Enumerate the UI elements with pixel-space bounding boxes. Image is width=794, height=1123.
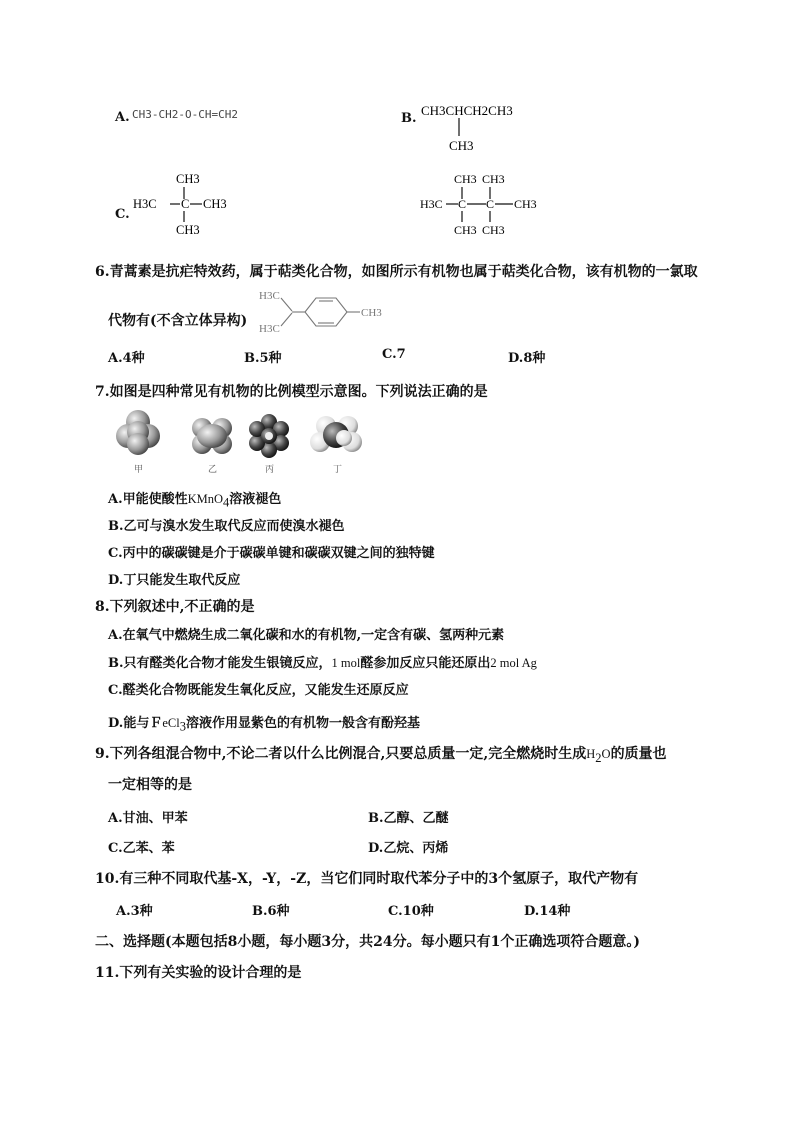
model-label-jia: 甲	[134, 464, 144, 474]
model-ding-ethanol	[310, 416, 362, 452]
q10-option-c: C.10种	[388, 904, 434, 919]
q6-bond-lower	[281, 313, 292, 326]
q5-option-d-structure	[418, 168, 548, 238]
q8-option-d	[108, 712, 420, 735]
q5-d-top-ch3-2: CH3	[482, 172, 505, 186]
q7-option-c: C.丙中的碳碳键是介于碳碳单键和碳碳双键之间的独特键	[108, 546, 435, 561]
q9-stem-h: H	[586, 747, 596, 761]
q6-option-b: B.5种	[244, 351, 282, 366]
q5-option-b-structure	[418, 98, 538, 156]
q5-d-c2: C	[486, 197, 495, 211]
q7-option-a-sub: 4	[223, 495, 230, 510]
q6-option-a: A.4种	[108, 351, 145, 366]
q5-option-c-label: C.	[115, 207, 130, 222]
q5-c-right-ch3: CH3	[203, 197, 227, 211]
q8-option-d-post: 溶液作用显紫色的有机物一般含有酚羟基	[185, 716, 420, 731]
model-label-bing: 丙	[265, 464, 275, 474]
q6-h3c-bottom: H3C	[259, 323, 280, 335]
q9-option-c: C.乙苯、苯	[108, 841, 175, 856]
q7-stem: 7.如图是四种常见有机物的比例模型示意图。下列说法正确的是	[95, 384, 488, 400]
q5-c-left-h3c: H3C	[133, 197, 157, 211]
model-label-yi: 乙	[208, 464, 218, 474]
q9-option-d: D.乙烷、丙烯	[368, 841, 449, 856]
q6-bond-upper	[281, 298, 292, 311]
q7-option-a-pre: A.甲能使酸性	[108, 492, 188, 507]
q6-molecule-diagram	[256, 286, 396, 338]
q6-ch3-right: CH3	[361, 307, 382, 319]
q10-option-d: D.14种	[524, 904, 571, 919]
q5-option-b-main-formula: CH3CHCH2CH3	[421, 103, 513, 118]
model-bing-benzene	[249, 414, 289, 458]
model-yi-ethylene	[192, 418, 232, 454]
q7-space-filling-models	[114, 402, 364, 476]
q5-d-left-h3c: H3C	[420, 197, 443, 211]
q9-stem-line2: 一定相等的是	[108, 777, 192, 793]
q10-option-b: B.6种	[252, 904, 290, 919]
q6-option-c: C.7	[382, 347, 406, 362]
q10-stem: 10.有三种不同取代基-X，-Y，-Z，当它们同时取代苯分子中的3个氢原子，取代产物有	[95, 871, 639, 887]
q5-c-center-c: C	[181, 197, 190, 211]
q6-stem-line2: 代物有(不含立体异构)	[108, 313, 248, 329]
q11-stem: 11.下列有关实验的设计合理的是	[95, 965, 302, 981]
section-2-heading: 二、选择题(本题包括8小题，每小题3分，共24分。每小题只有1个正确选项符合题意。)	[95, 934, 640, 950]
q8-option-b-mid: 醛参加反应只能还原出	[360, 656, 491, 671]
q7-option-d: D.丁只能发生取代反应	[108, 573, 241, 588]
q6-h3c-top: H3C	[259, 290, 280, 302]
q8-option-b	[108, 652, 537, 671]
q5-c-bottom-ch3: CH3	[176, 223, 200, 237]
q8-stem: 8.下列叙述中,不正确的是	[95, 599, 255, 615]
q7-option-b: B.乙可与溴水发生取代反应而使溴水褪色	[108, 519, 345, 534]
q8-option-c: C.醛类化合物既能发生氧化反应，又能发生还原反应	[108, 683, 409, 698]
q9-stem-post: 的质量也	[610, 746, 667, 762]
q9-option-b: B.乙醇、乙醚	[368, 811, 449, 826]
q5-option-c-structure	[130, 168, 240, 238]
q10-option-a: A.3种	[116, 904, 153, 919]
q5-option-a-formula: CH3-CH2-O-CH=CH2	[132, 108, 238, 121]
q7-option-a-kmno4: KMnO	[187, 492, 224, 506]
q5-option-a-label: A.	[115, 110, 130, 125]
q5-c-top-ch3: CH3	[176, 172, 200, 186]
q8-option-d-fecl: eCl	[162, 716, 180, 730]
q5-option-b-branch: CH3	[449, 138, 474, 153]
q5-d-top-ch3-1: CH3	[454, 172, 477, 186]
q9-option-a: A.甘油、甲苯	[108, 811, 188, 826]
q7-option-a-post: 溶液褪色	[229, 492, 282, 507]
q6-benzene-ring	[305, 298, 347, 326]
q5-d-bottom-ch3-2: CH3	[482, 223, 505, 237]
q9-stem-sub: 2	[595, 750, 602, 765]
q5-d-c1: C	[458, 197, 467, 211]
q8-option-b-mol: 1 mol	[331, 656, 361, 670]
q8-option-b-pre: B.只有醛类化合物才能发生银镜反应，	[108, 656, 332, 671]
q5-option-b-label: B.	[401, 111, 417, 126]
model-jia-methane	[116, 410, 160, 455]
q9-stem-o: O	[601, 747, 611, 761]
q5-d-bottom-ch3-1: CH3	[454, 223, 477, 237]
q8-option-b-ag: 2 mol Ag	[490, 656, 537, 670]
q6-stem-line1: 6.青蒿素是抗疟特效药，属于萜类化合物，如图所示有机物也属于萜类化合物，该有机物的一氯取	[95, 264, 698, 280]
q5-d-right-ch3: CH3	[514, 197, 537, 211]
q9-stem-pre: 9.下列各组混合物中,不论二者以什么比例混合,只要总质量一定,完全燃烧时生成	[95, 746, 587, 762]
q7-option-a	[108, 488, 281, 511]
q9-stem-line1	[95, 743, 667, 766]
q6-option-d: D.8种	[508, 351, 546, 366]
model-label-ding: 丁	[333, 464, 343, 474]
q8-option-d-sub: 3	[179, 719, 186, 734]
q8-option-d-pre: D.能与Ｆ	[108, 716, 163, 731]
q8-option-a: A.在氧气中燃烧生成二氧化碳和水的有机物,一定含有碳、氢两种元素	[108, 628, 505, 643]
